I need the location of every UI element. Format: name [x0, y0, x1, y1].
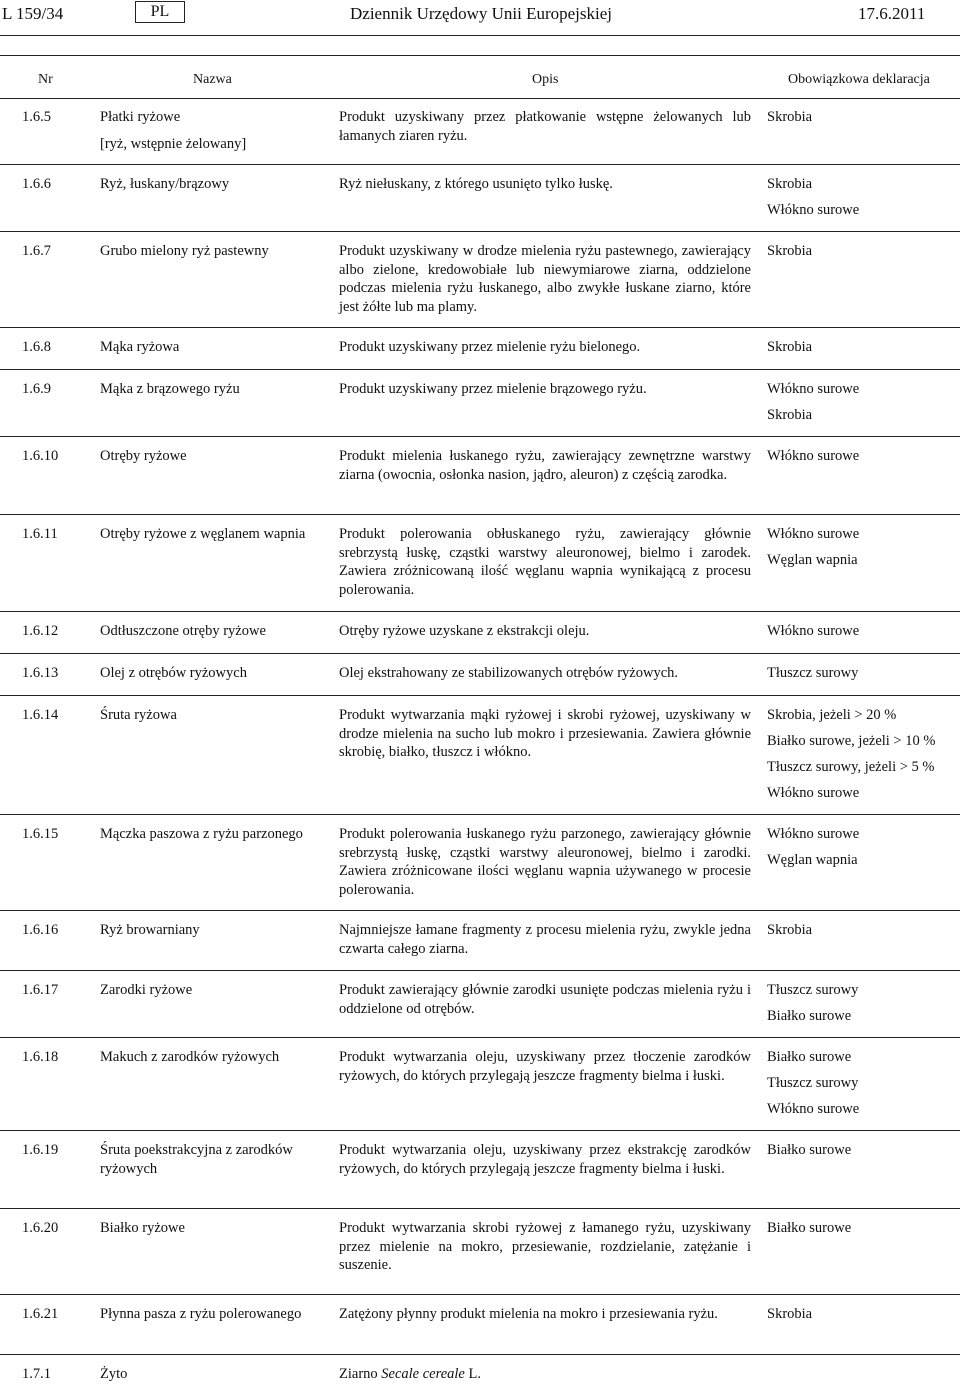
declaration-item: Skrobia, jeżeli > 20 %: [767, 707, 897, 723]
row-declaration: [767, 981, 957, 1033]
row-number: 1.6.17: [22, 982, 59, 998]
row-description: [339, 1365, 751, 1384]
table-row: [0, 515, 960, 612]
table-row: [0, 696, 960, 815]
row-description: Olej ekstrahowany ze stabilizowanych otrębów ryżowych.: [339, 665, 679, 681]
row-number: 1.6.7: [22, 243, 51, 259]
table-row: [0, 328, 960, 370]
declaration-item: Białko surowe: [767, 1008, 852, 1024]
row-declaration: [767, 825, 957, 877]
declaration-item: Włókno surowe: [767, 202, 860, 218]
row-name-line: Płynna pasza z ryżu polerowanego: [100, 1306, 302, 1322]
table-row: [0, 98, 960, 165]
row-name: [100, 1048, 330, 1075]
journal-title: Dziennik Urzędowy Unii Europejskiej: [350, 4, 613, 23]
row-name: [100, 1305, 330, 1332]
row-description: Najmniejsze łamane fragmenty z procesu mielenia ryżu, zwykle jedna czwarta całego ziarna.: [339, 922, 751, 957]
column-header-declaration: Obowiązkowa deklaracja: [788, 72, 930, 87]
table-row: [0, 165, 960, 232]
row-description: Produkt polerowania obłuskanego ryżu, zawierający głównie srebrzystą łuskę, cząstki warstwy aleuronowej, bielmo i zarodek. Zawiera zróżnicowaną ilość węglanu wapnia wynikającą z procesu polerowania.: [339, 526, 751, 598]
declaration-item: Skrobia: [767, 176, 813, 192]
declaration-item: Węglan wapnia: [767, 852, 858, 868]
table-row: [0, 1038, 960, 1131]
row-name: [100, 921, 330, 948]
row-name: [100, 1141, 330, 1186]
row-name-line: Śruta poekstrakcyjna z zarodków ryżowych: [100, 1142, 293, 1177]
declaration-item: Białko surowe: [767, 1049, 852, 1065]
row-declaration: [767, 242, 957, 268]
row-description: Produkt uzyskiwany przez mielenie brązowego ryżu.: [339, 381, 647, 397]
row-description: Produkt wytwarzania oleju, uzyskiwany przez ekstrakcję zarodków ryżowych, do których przylegają jeszcze fragmenty bielma i łuski.: [339, 1142, 751, 1177]
table-row: [0, 1295, 960, 1355]
row-name: [100, 1365, 330, 1392]
row-number: 1.6.10: [22, 448, 59, 464]
row-number: 1.6.20: [22, 1220, 59, 1236]
table-row: [0, 815, 960, 911]
row-declaration: [767, 175, 957, 227]
page-reference: L 159/34: [2, 4, 64, 23]
row-name: [100, 175, 330, 202]
row-name-line: Ryż, łuskany/brązowy: [100, 176, 230, 192]
row-name: [100, 622, 330, 649]
declaration-item: Tłuszcz surowy, jeżeli > 5 %: [767, 759, 935, 775]
declaration-item: Włókno surowe: [767, 785, 860, 801]
table-row: [0, 437, 960, 515]
row-name: [100, 338, 330, 365]
declaration-item: Tłuszcz surowy: [767, 982, 859, 998]
row-declaration: [767, 1219, 957, 1245]
row-declaration: [767, 706, 957, 810]
declaration-item: Tłuszcz surowy: [767, 665, 859, 681]
row-declaration: [767, 664, 957, 690]
row-name: [100, 242, 330, 269]
row-name-line: Ryż browarniany: [100, 922, 200, 938]
row-declaration: [767, 1305, 957, 1331]
publication-date: 17.6.2011: [858, 4, 926, 23]
row-description: Ryż niełuskany, z którego usunięto tylko łuskę.: [339, 176, 613, 192]
row-number: 1.6.15: [22, 826, 59, 842]
table-row: [0, 370, 960, 437]
row-name: [100, 447, 330, 474]
row-name-line: Płatki ryżowe: [100, 109, 181, 125]
row-name-line: Żyto: [100, 1366, 128, 1382]
column-header-nazwa: Nazwa: [193, 72, 232, 87]
row-name-line: Otręby ryżowe z węglanem wapnia: [100, 526, 306, 542]
table-row: [0, 232, 960, 328]
row-name: [100, 1219, 330, 1246]
row-number: 1.6.16: [22, 922, 59, 938]
table-row: [0, 1209, 960, 1295]
row-number: 1.6.12: [22, 623, 59, 639]
row-name-line: Odtłuszczone otręby ryżowe: [100, 623, 266, 639]
row-number: 1.6.11: [22, 526, 58, 542]
row-number: 1.6.14: [22, 707, 59, 723]
table-header: [0, 55, 960, 99]
header-divider: [0, 35, 960, 36]
declaration-item: Skrobia: [767, 243, 813, 259]
row-name-line: Białko ryżowe: [100, 1220, 185, 1236]
row-declaration: [767, 380, 957, 432]
row-number: 1.6.8: [22, 339, 51, 355]
row-declaration: [767, 108, 957, 134]
row-name: [100, 981, 330, 1008]
declaration-item: Włókno surowe: [767, 1101, 860, 1117]
row-name: [100, 380, 330, 407]
row-name: [100, 664, 330, 691]
row-name-line: Zarodki ryżowe: [100, 982, 193, 998]
row-declaration: [767, 921, 957, 947]
row-description: Produkt zawierający głównie zarodki usunięte podczas mielenia ryżu i oddzielone od otrębów.: [339, 982, 751, 1017]
declaration-item: Skrobia: [767, 407, 813, 423]
declaration-item: Białko surowe: [767, 1142, 852, 1158]
declaration-item: Skrobia: [767, 1306, 813, 1322]
row-name: [100, 825, 330, 852]
declaration-item: Skrobia: [767, 109, 813, 125]
row-number: 1.6.21: [22, 1306, 59, 1322]
row-number: 1.6.5: [22, 109, 51, 125]
language-badge: PL: [135, 1, 185, 23]
row-description: Produkt uzyskiwany przez mielenie ryżu bielonego.: [339, 339, 641, 355]
row-description: Produkt uzyskiwany przez płatkowanie wstępne żelowanych lub łamanych ziaren ryżu.: [339, 109, 751, 144]
declaration-item: Białko surowe: [767, 1220, 852, 1236]
column-header-opis: Opis: [532, 72, 559, 87]
row-number: 1.6.18: [22, 1049, 59, 1065]
row-description: Produkt uzyskiwany w drodze mielenia ryżu pastewnego, zawierający albo zielone, kredowobiałe lub niewymiarowe ziarna, oddzielone podczas mielenia ryżu łuskanego, albo zwykłe łuskane ziarno, które jest żółte lub ma plamy.: [339, 243, 751, 315]
column-header-nr: Nr: [38, 72, 53, 87]
declaration-item: Tłuszcz surowy: [767, 1075, 859, 1091]
table-row: [0, 612, 960, 654]
declaration-item: Włókno surowe: [767, 526, 860, 542]
row-name: [100, 525, 330, 552]
row-declaration: [767, 1141, 957, 1167]
row-number: 1.6.9: [22, 381, 51, 397]
table-row: [0, 971, 960, 1038]
row-name-line: Makuch z zarodków ryżowych: [100, 1049, 280, 1065]
table-row: [0, 1355, 960, 1389]
row-name-line: Otręby ryżowe: [100, 448, 187, 464]
row-name-line: Mączka paszowa z ryżu parzonego: [100, 826, 303, 842]
row-declaration: [767, 1048, 957, 1126]
declaration-item: Węglan wapnia: [767, 552, 858, 568]
row-description: Otręby ryżowe uzyskane z ekstrakcji oleju.: [339, 623, 590, 639]
declaration-item: Włókno surowe: [767, 381, 860, 397]
table-row: [0, 654, 960, 696]
declaration-item: Włókno surowe: [767, 448, 860, 464]
row-number: 1.7.1: [22, 1366, 51, 1382]
row-description: Produkt polerowania łuskanego ryżu parzonego, zawierający głównie srebrzystą łuskę, cząstki warstwy aleuronowej, bielmo i zarodki. Zawiera zróżnicowane ilości węglanu wapnia używanego w procesie polerowania.: [339, 826, 751, 898]
row-number: 1.6.6: [22, 176, 51, 192]
page-header: [0, 0, 960, 34]
row-declaration: [767, 447, 957, 473]
declaration-item: Białko surowe, jeżeli > 10 %: [767, 733, 936, 749]
declaration-item: Skrobia: [767, 339, 813, 355]
table-row: [0, 1131, 960, 1209]
row-name-line: Olej z otrębów ryżowych: [100, 665, 247, 681]
declaration-item: Włókno surowe: [767, 826, 860, 842]
row-name-line: Mąka z brązowego ryżu: [100, 381, 240, 397]
row-description: Produkt wytwarzania skrobi ryżowej z łamanego ryżu, uzyskiwany przez mielenie na mokro, przesiewanie, rozdzielanie, zatężanie i suszenie.: [339, 1220, 751, 1273]
row-declaration: [767, 338, 957, 364]
row-description-part: Secale cereale: [381, 1366, 465, 1382]
row-description: Zatężony płynny produkt mielenia na mokro i przesiewania ryżu.: [339, 1306, 718, 1322]
row-description-part: L.: [464, 1366, 481, 1382]
declaration-item: Skrobia: [767, 922, 813, 938]
row-name-line: Mąka ryżowa: [100, 339, 180, 355]
row-description: Produkt wytwarzania oleju, uzyskiwany przez tłoczenie zarodków ryżowych, do których przylegają jeszcze fragmenty bielma i łuski.: [339, 1049, 751, 1084]
row-declaration: [767, 622, 957, 648]
row-name: [100, 706, 330, 733]
row-description: Produkt wytwarzania mąki ryżowej i skrobi ryżowej, uzyskiwany w drodze mielenia na sucho lub mokro i przesiewania. Zawiera głównie skrobię, białko, tłuszcz i włókno.: [339, 707, 751, 760]
feed-materials-table: [0, 98, 960, 1389]
row-description-part: Ziarno: [339, 1366, 382, 1382]
declaration-item: Włókno surowe: [767, 623, 860, 639]
row-number: 1.6.13: [22, 665, 59, 681]
row-description: Produkt mielenia łuskanego ryżu, zawierający zewnętrzne warstwy ziarna (owocnia, osłonka nasion, jądro, aleuron) z częścią zarodka.: [339, 448, 751, 483]
row-declaration: [767, 525, 957, 577]
row-name: [100, 108, 330, 161]
row-name-line: Grubo mielony ryż pastewny: [100, 243, 269, 259]
row-number: 1.6.19: [22, 1142, 59, 1158]
table-row: [0, 911, 960, 971]
row-name-line: [ryż, wstępnie żelowany]: [100, 135, 247, 152]
row-name-line: Śruta ryżowa: [100, 707, 177, 723]
